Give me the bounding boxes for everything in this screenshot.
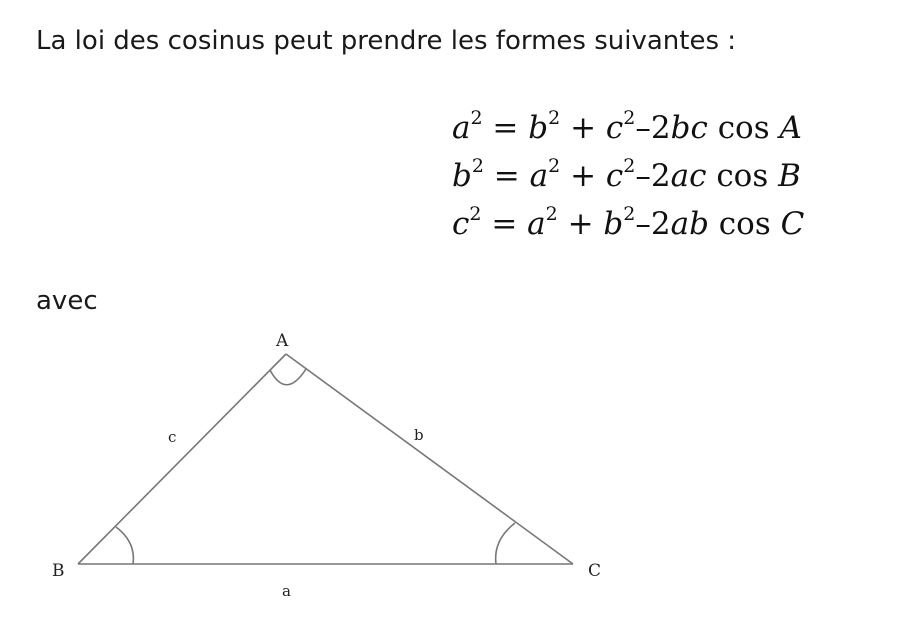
formula-law-of-cosines-a: $a^2 = b^2 + c^2-2bc$ cos A (452, 107, 802, 146)
cos-function: cos (716, 158, 769, 194)
side-b-line (286, 354, 573, 564)
formula-term: b (603, 206, 624, 242)
formula-term: c (605, 110, 624, 146)
angle-b-arc (116, 527, 133, 564)
side-c-line (78, 354, 286, 564)
formula-term: c (605, 158, 624, 194)
formula-law-of-cosines-c: $c^2 = a^2 + b^2-2ab$ cos C (452, 203, 805, 242)
vertex-c-label: C (588, 561, 602, 581)
side-a-label: a (282, 582, 291, 600)
formula-lhs: a (452, 110, 471, 146)
formula-term: a (529, 158, 549, 194)
avec-label: avec (36, 286, 98, 316)
intro-text: La loi des cosinus peut prendre les formes suivantes : (36, 26, 737, 56)
formula-law-of-cosines-b: $b^2 = a^2 + c^2-2ac$ cos B (452, 155, 801, 194)
formula-term: b (528, 110, 549, 146)
side-b-label: b (414, 426, 424, 444)
angle-symbol: B (778, 158, 801, 194)
cos-function: cos (718, 206, 771, 242)
vertex-a-label: A (276, 331, 289, 351)
cos-function: cos (717, 110, 770, 146)
angle-a-arc (270, 369, 306, 385)
side-c-label: c (168, 428, 177, 446)
formula-term: a (527, 206, 546, 242)
angle-c-arc (496, 523, 515, 564)
angle-symbol: C (780, 206, 805, 242)
vertex-b-label: B (52, 561, 65, 581)
angle-symbol: A (779, 110, 802, 146)
formula-lhs: b (452, 158, 472, 194)
formula-lhs: c (452, 206, 470, 242)
